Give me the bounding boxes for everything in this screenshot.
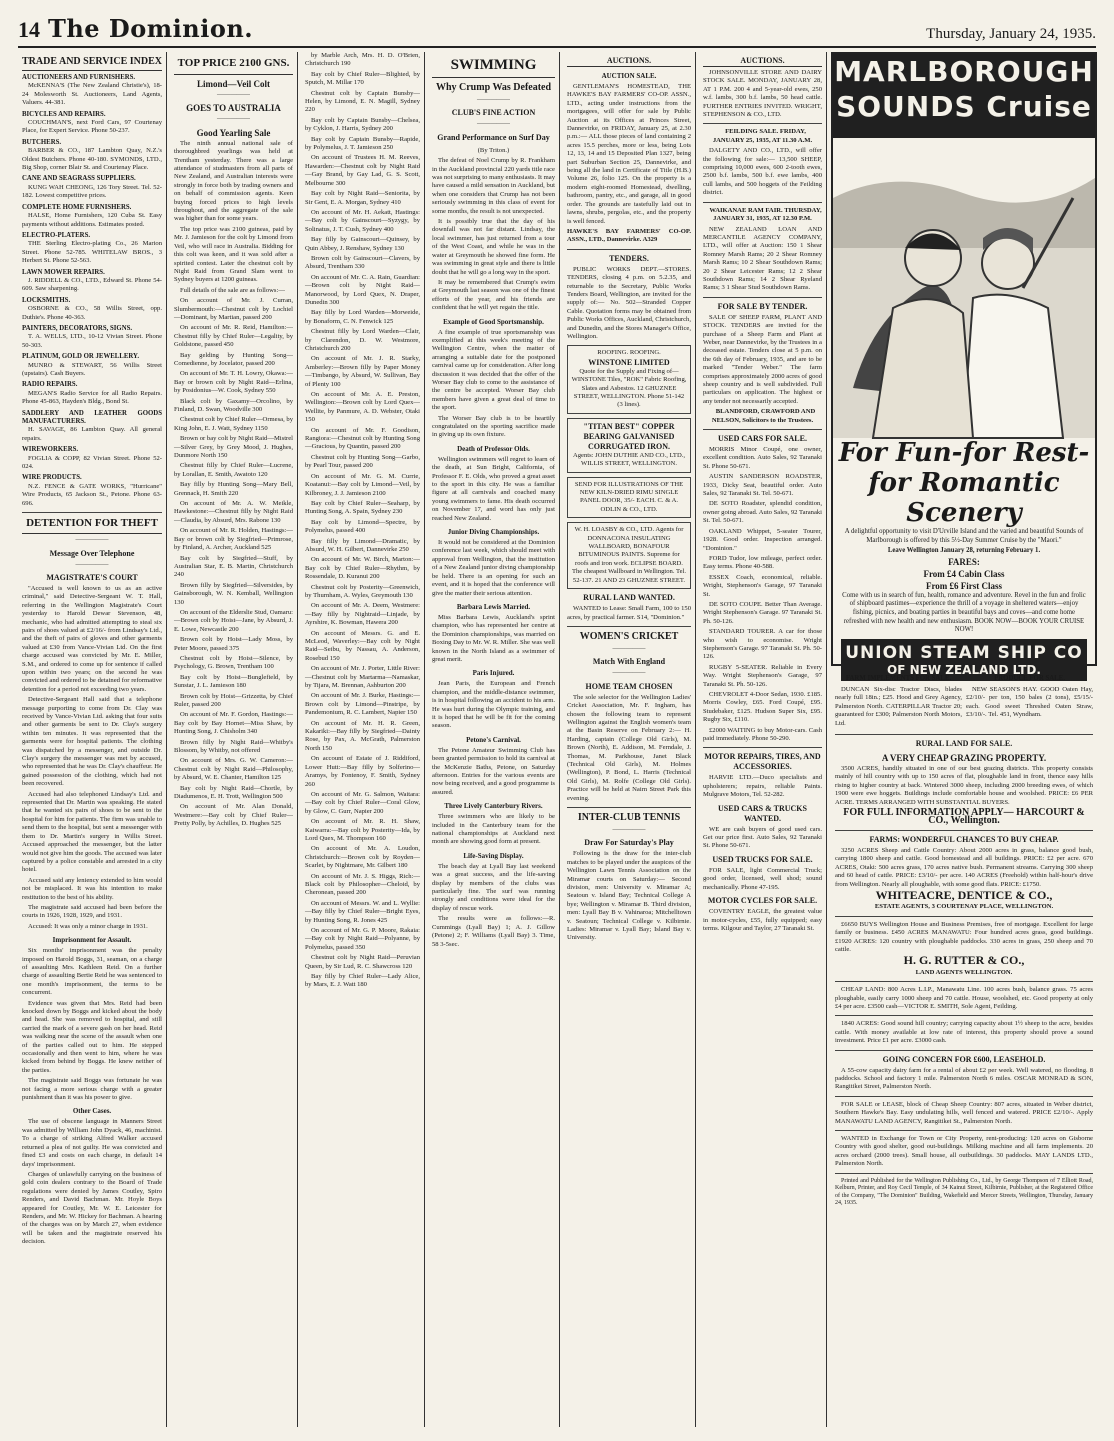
column-rural-land bbox=[831, 670, 1097, 1427]
story-subtitle: Message Over Telephone bbox=[49, 548, 135, 558]
sale-lot: On account of Mr. A. E. Preston, Wellington:—Brown colt by Lord Quex—Wellite, by Panmure, A. D. Webster, Otaki 150 bbox=[305, 391, 420, 424]
column-classifieds bbox=[699, 52, 827, 1427]
printer-imprint: Printed and Published for the Wellington Publishing Co., Ltd., by George Thompson of 7 Elliott Road, Kelburn, Printer, and Roy Cecil Temple, of 34 Kainui Street, Kilbirnie, Publisher, at the Registered Office of the Company, "The Dominion" Building, Wakefield and Mercer Streets, Wellington, Thursday, January 24, 1935. bbox=[835, 1177, 1093, 1207]
cheap-property-heading: A VERY CHEAP GRAZING PROPERTY. bbox=[881, 753, 1047, 764]
trade-category-entry: COUCHMAN'S, next Ford Cars, 97 Courtenay Place, for Expert Service. Phone 50-237. bbox=[22, 119, 162, 135]
masthead bbox=[18, 8, 1096, 48]
rural-wanted-text: WANTED to Lease: Small Farm, 100 to 150 acres, by practical farmer. S14, "Dominion." bbox=[567, 605, 691, 621]
odlin-ad bbox=[567, 477, 691, 519]
motor-repairs-text: HARVIE LTD.—Duco specialists and upholsterers; repairs, reliable Paints. Mulgrave Motors, Tel. 52-282. bbox=[703, 774, 822, 799]
cruise-closing: Come with us in search of fun, health, romance and adventure. Revel in the fun and frolic of shipboard pastimes—experience the thrill of a voyage in sheltered waters—enjoy fishing, picnics, and boating parties in beautiful bays and coves—and come home refreshed with new health and new enthusiasm. BOOK NOW—BOOK YOUR CRUISE NOW! bbox=[842, 591, 1086, 634]
swimming-paragraph: It is possibly true that the day of his downfall was not far distant. Lindsay, the local swimmer, has just returned from a tour of the West Coast, and while he was in the water at Greymouth he showed fine form. He was swimming in great style and there is little doubt that he will go a long way in the sport. bbox=[432, 218, 555, 276]
sale-lot: Chestnut filly by Chief Ruler—Lucrene, by Lorallan, E. Smith, Awatoto 120 bbox=[174, 462, 293, 478]
swimming-paragraph: The defeat of Noel Crump by R. Frankham in the Auckland provincial 220 yards title race was not surprising to many enthusiasts. It may have caused a mild sensation in Auckland, but when one considers that Crump has not been seriously swimming in this class of event for some months, the result is not unexpected. bbox=[432, 157, 555, 215]
trade-category-entry: H. SAVAGE, 86 Lambton Quay. All general repairs. bbox=[22, 426, 162, 442]
trade-category-entry: J. RIDDELL & CO., LTD., Edward St. Phone 54-609. Saw sharpening. bbox=[22, 276, 162, 293]
auction-sale-text: GENTLEMAN'S HOMESTEAD, THE HAWKE'S BAY FARMERS' CO-OP. ASSN., LTD., acting under instructions from the mortgagees, will offer for sale by Public Auction at its Offices at Princes Street, Dannevirke, on FRIDAY, January 25, at 2.30 p.m.:— ALL those pieces of land containing 2 acres 15.5 perches, more or less, being Lots 12, 13, 14 and 15 Deposited Plan 1327, being part Suburban Section 25, Dannevirke, and being all the land in Certificate of Title (H.B.) Volume 26, folio 125. On the property is a modern eight-roomed Homestead, dwelling, bathroom, pantry, etc., and garage, all in good order. The grounds are tastefully laid out in lawns, shrubs, pergolas, etc., and the property is well fenced. bbox=[567, 83, 691, 225]
story-body bbox=[22, 585, 162, 931]
sale-lot: Brown colt by Gainscourt—Clavers, by Absurd, Trentham 330 bbox=[305, 254, 420, 271]
sale-lot: On account of Mr. A. W. Meikle, Hawkestone:—Chestnut filly by Night Raid—Claudia, by Absurd, Mrs. Rabone 130 bbox=[174, 500, 293, 524]
sale-lot: On account of Mr. A. Deem, Westmere:—Bay filly by Nightraid—Linjade, by Ayrshire, K. Bowman, Hawera 200 bbox=[305, 602, 420, 627]
swimming-paragraph: Jean Paris, the European and French champion, and the middle-distance swimmer, is in hospital following an accident to his arm. He was hurt during the Olympic training, and it is hoped that he will be fit for the coming season. bbox=[432, 680, 555, 730]
cars-wanted-text: WE are cash buyers of good used cars. Get our price first. Auto Sales, 92 Taranaki St. Phone 50-671. bbox=[703, 825, 822, 850]
tender-sale-contact: BLANDFORD, CRAWFORD AND NELSON, Solicitors to the Trustees. bbox=[711, 408, 816, 424]
sale-lot: On account of Mr. H. R. Green, Kakariki:—Bay filly by Siegfried—Dainty Rose, by Pax, A. McGrath, Palmerston North 150 bbox=[305, 719, 420, 752]
story-paragraph: "Accused is well known to us as an active criminal," said Detective-Sergeant W. T. Hall, referring in the Wellington Magistrate's Court yesterday to Harold Dewar Stevenson, 48, mechanic, who had admitted attempting to steal six pairs of shoes valued at £2/16/- from Lindsay's Ltd., and the theft of pairs of gloves and other garments valued at £30 from Vance-Vivian Ltd. On the first charge accused was convicted by Mr. E. Miller, S.M., and ordered to come up for sentence if called upon within two years; on the second he was convicted and ordered to be detained for reformative detention for a period not exceeding two years. bbox=[22, 584, 162, 693]
motor-cycles-heading: MOTOR CYCLES FOR SALE. bbox=[707, 896, 818, 906]
column-swimming: SWIMMING Why Crump Was Defeated ————— CLUB'S FINE ACTION ————— Grand Performance on Surf Day (By Triton.) The defeat of Noel Crump by R. Frankham in the Auckland provincial 220 yards title race was not surprising to many enthusiasts. It may have caused a mild sensation in Auckland, but when one considers that Crump has not been seriously swimming in this class of event for some months, the result is not unexpected. It is possibly true that the day of his downfall was not far distant. Lindsay, the local swimmer, has just returned from a tour of the West Coast, and while he was in the water at Greymouth he showed fine form. He was swimming in great style and there is little doubt that he will go a long way in the sport. It may be remembered that Crump's swim at Greymouth last season was one of the finest efforts of the year, and his friends are confident that he will yet regain the title. Example of Good Sportsmanship. A fine example of true sportsmanship was exemplified at this week's meeting of the Wellington Centre, when the matter of arranging a suitable date for the postponed carnival came up for consideration. After long discussion it was decided that the offer of the Worser Bay club to come to the assistance of the centre be accepted. Worser Bay club members have given a great deal of time to the sport. The Worser Bay club is to be heartily congratulated on the sporting sacrifice made in giving up its own fixture. Death of Professor Olds. Wellington swimmers will regret to learn of the death, at Sun Bright, California, of Professor F. E. Olds, who proved a great asset to the sport in this city. He was a familiar figure at all carnivals and coached many young swimmers to fame. His death occurred on November 17, and word has only just reached New Zealand. Junior Diving Championships. It would not be considered at the Dominion conference last week, which should meet with approval from Wellington, that the institution of a New Zealand junior diving championship be held. There is an opening for such an event, and it is hoped that the conference will give the matter their serious attention. Barbara Lewis Married. Miss Barbara Lewis, Auckland's sprint champion, who has represented her centre at the Dominion championships, was married on Boxing Day to Mr. W. R. Miller. She was well known in the North Island as a swimmer of great merit. Paris Injured. Jean Paris, the European and French champion, and the middle-distance swimmer, is in hospital following an accident to his arm. He was hurt during the Olympic training, and it is hoped that he will be fit for the coming season. Petone's Carnival. The Petone Amateur Swimming Club has been granted permission to hold its carnival at the McKenzie Baths, Petone, on Saturday afternoon. Entries for the various events are now being received, and a good programme is assured. Three Lively Canterbury Rivers. Three swimmers who are likely to be included in the Canterbury team for the national championships at Auckland next month are showing good form at present. Life-Saving Display. The beach day at Lyall Bay last weekend was a great success, and the life-saving display by members of the clubs was particularly fine. The surf was running strongly and conditions were ideal for the display of rescue work. The results were as follows:—R. Cummings (Lyall Bay) 1; A. J. Gillow (Petone) 2; F. Williams (Lyall Bay) 3. Time, 58 3-5sec. bbox=[428, 52, 560, 1427]
cruise-fare-first: From £6 First Class bbox=[925, 580, 1003, 591]
cheap-land: CHEAP LAND: 800 Acres L.I.P., Manawatu Line. 100 acres bush, balance grass. 75 acres ploughable, easily carry 1000 sheep and 70 cattle. House, woolshed, etc. Good property at only £4 per acre. £3500 cash—VICTOR E. SMITH, Sole Agent, Feilding. bbox=[835, 986, 1093, 1010]
sale-lot: Chestnut colt by Captain Bunsby—Helen, by Limond, E. N. Magill, Sydney 220 bbox=[305, 89, 420, 114]
swimming-paragraph: Three swimmers who are likely to be included in the Canterbury team for the national championships at Auckland next month are showing good form at present. bbox=[432, 813, 555, 846]
trade-index-title: TRADE AND SERVICE INDEX bbox=[22, 56, 162, 71]
trucks-sale-heading: USED TRUCKS FOR SALE. bbox=[712, 854, 813, 864]
sale-lot: On account of Mr. H. Aekatt, Hastings:—Bay colt by Gainscourt—Syzygy, by Solinatus, J. T. Cush, Sydney 400 bbox=[305, 208, 420, 233]
sale-lot: On account of Mr. J. Porter, Little River:—Chestnut colt by Martarma—Namaskar, by Tijara, M. Brennan, Ashburton 200 bbox=[305, 665, 420, 690]
page-number: 14 bbox=[18, 17, 40, 42]
produce-text: NEW SEASON'S HAY. GOOD Oaten Hay, £2/10/- per ton, 150 bales (2 tons), £5/15/- each. Good sweet Threshed Oaten Straw, £3/10/-. Tel. 451, Wyndham. bbox=[966, 686, 1093, 719]
story-paragraph: Accused had also telephoned Lindsay's Ltd. and represented that Dr. Martin was speaking. He stated that he wanted six pairs of shoes to be sent to the hospital for him for patients. The firm was unable to send them to the hospital, but sent a messenger with them to Dr. Martin's surgery in Willis Street. Accused approached the messenger, but the latter would not give him the goods. The accused was later captured by a police constable and arrested in a city hotel. bbox=[22, 790, 162, 874]
trade-index-list bbox=[22, 74, 162, 508]
sale-lot: Bay filly by Hunting Song—Mary Bell, Grennack, H. Smith 220 bbox=[174, 481, 293, 497]
hill-country: 1840 ACRES: Good sound hill country; carrying capacity about 1½ sheep to the acre, besides cattle. With money available at low rate of interest, this property should prove a sound investment. Price £1 per acre. £3000 cash. bbox=[835, 1020, 1093, 1045]
story-paragraph: Charges of unlawfully carrying on the business of gold coin dealers contrary to the Board of Trade regulations were denied by James Coutley, Spiro Renders, and David Bachman. Mr. Hoyle Boys appeared for Coutley, Mr. W. E. Leicester for Renders, and Mr. W. Hickey for Bachman. A hearing of the charges was on by March 27, when evidence will be taken and the magistrate reserved his decision. bbox=[22, 1170, 162, 1246]
cruise-details bbox=[833, 528, 1095, 635]
sale-lot: On account of Mr. R. Reid, Hamilton:—Chestnut filly by Chief Ruler—Legality, by Goldstone, passed 450 bbox=[174, 324, 293, 349]
swimming-paragraph: It may be remembered that Crump's swim at Greymouth last season was one of the finest efforts of the year, and his friends are confident that he will yet regain the title. bbox=[432, 278, 555, 312]
tennis-sub: Draw For Saturday's Play bbox=[584, 838, 674, 848]
couple-illustration bbox=[833, 138, 1095, 438]
sale-lot: On account of Mr. J. R. Starky, Amberley:—Brown filly by Paper Money—Timbango, by Absurd, W. Sullivan, Bay of Plenty 100 bbox=[305, 355, 420, 388]
used-car-listing: £2000 WAITING to buy Motor-cars. Cash paid immediately. Phone 50-290. bbox=[703, 726, 822, 743]
column-yearling-sale: TOP PRICE 2100 GNS. Limond—Veil Colt ————— GOES TO AUSTRALIA ————— Good Yearling Sale The ninth annual national sale of thoroughbred yearlings was held at Trentham yesterday. There was a large attendance of studmasters from all parts of New Zealand, and Australian interests were strongly in force both by trading owners and on behalf of commission agents. Keen buying forced prices to high levels throughout, and the aggregate of the sale was higher than for some years. The top price was 2100 guineas, paid by Mr. J. Jamieson for the colt by Limond from Veil, who will race in Australia. Bidding for this colt was keen, and it was sold after a spirited contest. Later the chestnut colt by Night Raid from Grand Slam went to Sydney buyers at 1200 guineas. Full details of the sale are as follows:— On account of Mr. J. Curran, Slumbermouth:—Chestnut colt by Lochiel—Dominant, by Martian, passed 200 On account of Mr. R. Reid, Hamilton:—Chestnut filly by Chief Ruler—Legality, by Goldstone, passed 450 Bay gelding by Hunting Song—Comedienne, by Jocelator, passed 200 On account of Mr. T. H. Lowry, Okawa:—Bay or brown colt by Night Raid—Erlina, by Posidonius—W. Cook, Sydney 550 Black colt by Gaxamy—Orcolino, by Finland, D. Swan, Woodville 300 Chestnut colt by Chief Ruler—Ormesa, by King John, E. J. Watt, Sydney 1150 Brown or bay colt by Night Raid—Mistrel—Silver Grey, by Grey Mood, J. Hughes, Dunmore North 150 Chestnut filly by Chief Ruler—Lucrene, by Lorallan, E. Smith, Awatoto 120 Bay filly by Hunting Song—Mary Bell, Grennack, H. Smith 220 On account of Mr. A. W. Meikle, Hawkestone:—Chestnut filly by Night Raid—Claudia, by Absurd, Mrs. Rabone 130 On account of Mr. R. Holden, Hastings:—Bay or brown colt by Siegfried—Primrose, by Finland, A. Archer, Auckland 525 Bay colt by Siegfried—Stuff, by Australian Star, E. B. Martin, Christchurch 240 Brown filly by Siegfried—Silversides, by Gainsborough, W. N. Kemball, Wellington 130 On account of the Elderslie Stud, Oamaru:—Brown colt by Hoist—Jane, by Absurd, J. E. Lowe, Newcastle 200 Brown colt by Hoist—Lady Moss, by Peter Moore, passed 375 Chestnut colt by Hoist—Silence, by Psychology, G. Brown, Trentham 100 Bay colt by Hoist—Bunglefield, by Sunstar, J. L. Jamieson 180 Brown colt by Hoist—Grizzetta, by Chief Ruler, passed 200 On account of Mr. F. Gordon, Hastings:—Bay colt by Bay Hornet—Miss Shaw, by Hunting Song, J. Chisholm 340 Brown filly by Night Raid—Whitby's Blossom, by Whitby, not offered On account of Mrs. G. W. Cameron:—Chestnut colt by Night Raid—Philosophy, by Absurd, W. E. Chanter, Hamilton 125 Bay colt by Night Raid—Chortle, by Diadumenos, E. H. Trott, Wellington 500 On account of Mr. Alan Donald, Westmere:—Bay colt by Chief Ruler—Pretty Polly, by Achilles, D. Hughes 525 bbox=[170, 52, 298, 1427]
sale-lot: Brown filly by Siegfried—Silversides, by Gainsborough, W. N. Kemball, Wellington 130 bbox=[174, 581, 293, 606]
union-name: UNION STEAM SHIP CO bbox=[845, 642, 1083, 663]
whiteacre-sub: ESTATE AGENTS, 3 COURTENAY PLACE, WELLINGTON. bbox=[874, 903, 1054, 911]
swimming-subheading: Life-Saving Display. bbox=[463, 851, 524, 860]
sale-lot: On account of Mr. T. H. Lowry, Okawa:—Bay or brown colt by Night Raid—Erlina, by Posidonius—W. Cook, Sydney 550 bbox=[174, 370, 293, 395]
sale-lot: Bay colt by Captain Bunsby—Chelsea, by Cyklon, J. Harris, Sydney 200 bbox=[305, 116, 420, 133]
implements-text: DUNCAN Six-disc Tractor Discs, blades nearly full 18in.; £25. Hood and Grey Agency, Palmerston North. CATERPILLAR Tractor 20; guaranteed for £300; Palmerston North Motors, Ltd. bbox=[835, 686, 962, 727]
sale-lot: On account of Mr. W. Birch, Marton:—Bay colt by Chief Ruler—Rhythm, by Rossendale, D. Kuranui 200 bbox=[305, 556, 420, 581]
used-car-listing: CHEVROLET 4-Door Sedan, 1930. £185. Morris Cowley, £65. Ford Coupé, £95. Studebaker, £125. Hudson Super Six, £95. Rugby Six, £110. bbox=[703, 691, 822, 724]
story-paragraph: Accused: It was only a minor charge in 1931. bbox=[28, 922, 148, 930]
story-subhead-other: Other Cases. bbox=[72, 1107, 112, 1116]
story-paragraph: The use of obscene language in Manners Street was admitted by William John Dyack, 46, machinist. To a charge of striking Alfred Walker accused returned a plea of not guilty. He was convicted and fined £3 and costs on each charge, in default 14 days' imprisonment. bbox=[22, 1118, 162, 1168]
trade-category-heading: LAWN MOWER REPAIRS. bbox=[22, 268, 105, 276]
winstone-roofing: ROOFING. ROOFING. bbox=[597, 349, 661, 357]
sale-title: TOP PRICE 2100 GNS. bbox=[174, 56, 293, 75]
swimming-subheading: Death of Professor Olds. bbox=[457, 444, 530, 453]
nzloan-sale: NEW ZEALAND LOAN AND MERCANTILE AGENCY COMPANY, LTD., will offer at Auction: 150 1 Shear Romney Marsh Rams; 20 2 Shear Romney Marsh Rams; 10 2 Shear Southdown Rams; 20 2 Shear Leicester Rams; 12 2 Shear Southdown Rams; 14 2 Shear Ryeland Rams; 3 1 Shear Stud Southdown Rams. bbox=[703, 225, 822, 292]
implements-produce-row bbox=[835, 670, 1093, 730]
swimming-subheading: Three Lively Canterbury Rivers. bbox=[444, 802, 543, 811]
story-body-assault bbox=[22, 947, 162, 1102]
trade-category-heading: CANE AND SEAGRASS SUPPLIERS. bbox=[22, 175, 136, 183]
column-auctions: AUCTIONS. AUCTION SALE. GENTLEMAN'S HOMESTEAD, THE HAWKE'S BAY FARMERS' CO-OP. ASSN., LTD., acting under instructions from the mortgagees, will offer for sale by Public Auction at its Offices at Princes Street, Dannevirke, on FRIDAY, January 25, at 2.30 p.m.:— ALL those pieces of land containing 2 acres 15.5 perches, more or less, being Lots 12, 13, 14 and 15 Deposited Plan 1327, being part Suburban Section 25, Dannevirke, and being all the land in Certificate of Title (H.B.) Volume 26, folio 125. On the property is a modern eight-roomed Homestead, dwelling, bathroom, pantry, etc., and garage, all in good order. The grounds are tastefully laid out in lawns, shrubs, pergolas, etc., and the property is well fenced. HAWKE'S BAY FARMERS' CO-OP. ASSN., LTD., Dannevirke. A329 TENDERS. PUBLIC WORKS DEPT.—STORES. TENDERS, closing 4 p.m. on 5.2.35, and returnable to the Secretary, Public Works Tenders Board, Wellington, are invited for the supply of:— No. 502—Stranded Copper Cable. Quotation forms may be obtained from Public Works Offices, Auckland, Christchurch, and Dunedin, and the Stores Manager's Office, Wellington. ROOFING. ROOFING. WINSTONE LIMITED Quote for the Supply and Fixing of—WINSTONE Tiles, "ROK" Fabric Roofing, Slates and Asbestos. 12 GHUZNEE STREET, WELLINGTON. Phone 51-142 (3 lines). "TITAN BEST" COPPER BEARING GALVANISED CORRUGATED IRON. Agents: JOHN DUTHIE AND CO., LTD., WILLIS STREET, WELLINGTON. SEND FOR ILLUSTRATIONS OF THE NEW KILN-DRIED RIMU SINGLE PANEL DOOR, 35/- EACH. C. & A. ODLIN & CO., LTD. W. H. LOASBY & CO., LTD. Agents for DONNACONA INSULATING WALLBOARD, BONAFOUR BITUMINOUS PAINTS. Supreme for roofs and iron work. ECLIPSE BOARD. The cheapest Wallboard in Wellington. Tel. 52-137. 21 AND 23 GHUZNEE STREET. RURAL LAND WANTED. WANTED to Lease: Small Farm, 100 to 150 acres, by practical farmer. S14, "Dominion." WOMEN'S CRICKET ————— Match With England ————— HOME TEAM CHOSEN The sole selector for the Wellington Ladies' Cricket Association, Mr. F. Ingham, has chosen the following team to represent Wellington against the English women's team at the Basin Reserve on February 2:— H. Harding, captain (College Old Girls), M. Brown (North), E. Addison, M. Ferndale, J. Thomas, M. Parkhouse, Janet Black (Technical Old Girls), M. Holmes (Wellington), P. Bond, L. Harris (Technical Old Girls), M. Rolfe (College Old Girls). Practice will be held at Nairn Street Park this evening. INTER-CLUB TENNIS ————— Draw For Saturday's Play Following is the draw for the inter-club matches to be played under the auspices of the Wellington Lawn Tennis Association on the Miramar courts on Saturday:— Second division, men: University v. Miramar A; Seatoun v. Island Bay; Technical College A bye; Wellington v. Miramar B. Third division, men: Lyall Bay B v. Vahinaroa; Mitchelltown v. Seatoun; Technical College v. Kilbirnie. Ladies: Miramar v. Lyall Bay; Island Bay v. University. bbox=[563, 52, 696, 1427]
waikanae-fair: WAIKANAE RAM FAIR. THURSDAY, JANUARY 31, 1935, AT 12.30 P.M. bbox=[709, 206, 822, 223]
column-sale-lots bbox=[301, 52, 425, 1427]
issue-date: Thursday, January 24, 1935. bbox=[926, 26, 1096, 42]
swimming-paragraph: A fine example of true sportsmanship was exemplified at this week's meeting of the Wellington Centre, when the matter of arranging a suitable date for the postponed carnival came up for consideration. After long discussion it was decided that the offer of the Worser Bay club to come to the assistance of the centre be accepted. Worser Bay club members have given a great deal of time to the sport. bbox=[432, 328, 555, 412]
sale-lot: Chestnut colt by Hoist—Silence, by Psychology, G. Brown, Trentham 100 bbox=[174, 654, 293, 671]
swimming-title: SWIMMING bbox=[432, 56, 555, 78]
story-subhead-assault: Imprisonment for Assault. bbox=[52, 936, 132, 945]
sale-lot: Brown colt by Hoist—Grizzetta, by Chief Ruler, passed 200 bbox=[174, 692, 293, 708]
exchange-wanted: WANTED in Exchange for Town or City Property, rent-producing: 120 acres on Gisborne Country with good shelter, good out-buildings. Milking machine and all farm implements. 20 acres orchard (2000 trees). Small house, all outbuildings. 30 paddocks. MAY LANDS LTD., Palmerston North. bbox=[835, 1135, 1093, 1168]
farm-implements bbox=[835, 670, 962, 730]
swimming-subhead: CLUB'S FINE ACTION bbox=[451, 108, 536, 118]
used-car-listing: AUSTIN SANDERSON ROADSTER, 1933, Dicky Seat, beautiful order. Auto Sales, 92 Taranaki St. Tel. 50-671. bbox=[703, 473, 822, 498]
sale-paragraph: The top price was 2100 guineas, paid by Mr. J. Jamieson for the colt by Limond from Veil, who will race in Australia. Bidding for this colt was keen, and it was sold after a spirited contest. Later the chestnut colt by Night Raid from Grand Slam went to Sydney buyers at 1200 guineas. bbox=[174, 225, 293, 284]
sale-lot: by Marble Arch, Mrs. H. D. O'Brien, Christchurch 190 bbox=[305, 52, 420, 68]
swimming-paragraph: It would not be considered at the Dominion conference last week, which should meet with approval from Wellington, that the institution of a New Zealand junior diving championship be held. There is an opening for such an event, and it is hoped that the conference will give the matter their serious attention. bbox=[432, 539, 555, 597]
swimming-paragraph: Wellington swimmers will regret to learn of the death, at Sun Bright, California, of Professor F. E. Olds, who proved a great asset to the sport in this city. He was a familiar figure at all carnivals and coached many young swimmers to fame. His death occurred on November 17, and word has only just reached New Zealand. bbox=[432, 455, 555, 522]
cruise-tagline-1: For Fun-for Rest- bbox=[838, 438, 1090, 468]
swimming-subheading: Barbara Lewis Married. bbox=[456, 602, 531, 611]
sale-lot: On account of Mr. J. Burke, Hastings:—Brown colt by Limond—Pinstripe, by Pandemonium, R. C. Lambert, Napier 150 bbox=[305, 692, 420, 717]
cruise-title-2: SOUNDS Cruise bbox=[836, 90, 1092, 123]
sale-lot: Bay filly by Lord Warden—Morweide, by Bonaform, C. N. Fenwick 125 bbox=[305, 309, 420, 325]
cheap-property-text: 3500 ACRES, handily situated in one of our best grazing districts. This property consists mainly of hill country with up to 150 acres of flat, ploughable land in front, thence easy hills rising to higher country at back. Wintered 3000 sheep, including 2000 breeding ewes, of which 1900 were ewe hoggets. Buildings include comfortable house and woolshed. PRICE: £6 PER ACRE. TERMS ARRANGED WITH SUBSTANTIAL BUYERS. bbox=[835, 765, 1093, 806]
sale-lot: On account of Trustees H. M. Reeves, Hawarden:—Chestnut colt by Night Raid—Gay Brand, by Gay Lad, G. S. Scott, Melbourne 300 bbox=[305, 154, 420, 187]
trade-category-heading: BICYCLES AND REPAIRS. bbox=[22, 110, 106, 118]
auction-sale-title: AUCTION SALE. bbox=[601, 72, 657, 80]
story-paragraph: Accused said any leniency extended to him would not be misplaced. It was his intention to make restitution to the best of his ability. bbox=[22, 876, 162, 901]
marlborough-cruise-ad bbox=[831, 52, 1097, 677]
masthead-left bbox=[18, 14, 253, 43]
dalgety-sale: DALGETY AND CO., LTD., will offer the following for sale:— 13,500 SHEEP, comprising 10,000 ewes, 600 2-tooth ewes, 2500 b.f. lambs, 500 b.f. ewe lambs, 400 cull lambs, and 500 hoggets of the Feilding district. bbox=[703, 147, 822, 197]
trade-category-entry: MUNRO & STEWART, 56 Willis Street (upstairs). Cash Buyers. bbox=[22, 361, 162, 377]
sale-lot: On account of the Elderslie Stud, Oamaru:—Brown colt by Hoist—Jane, by Absurd, J. E. Lowe, Newcastle 200 bbox=[174, 608, 293, 633]
sale-lot: Brown or bay colt by Night Raid—Mistrel—Silver Grey, by Grey Mood, J. Hughes, Dunmore North 150 bbox=[174, 435, 293, 460]
trade-category-entry: THE Sterling Electro-plating Co., 26 Marion Street. Phone 52-785. WHITELAW BROS., 3 Herbert St. Phone 52-563. bbox=[22, 240, 162, 265]
sale-lot: On account of Mr. R. Holden, Hastings:—Bay or brown colt by Siegfried—Primrose, by Finland, A. Archer, Auckland 525 bbox=[174, 527, 293, 552]
sale-lot: Bay filly by Gainscourt—Quinsey, by Quin Abbey, J. Renshaw, Sydney 130 bbox=[305, 236, 420, 252]
sale-lot: On account of Estate of J. Riddiford, Lower Hutt:—Bay filly by Solferino—Aramys, by Fontenoy, F. Smith, Sydney 260 bbox=[305, 755, 420, 788]
produce-for-sale bbox=[966, 670, 1093, 730]
used-car-listing: DE SOTO COUPE. Better Than Average. Wright Stephenson's Garage. 97 Taranaki St. Ph. 50-126. bbox=[703, 600, 822, 625]
sale-lot: Bay colt by Night Raid—Seniorita, by Sir Gent, E. A. Morgan, Sydney 410 bbox=[305, 190, 420, 206]
used-car-listing: DE SOTO Roadster, splendid condition, owner going abroad. Auto Sales, 92 Taranaki St. Tel. 50-671. bbox=[703, 500, 822, 525]
trade-category-heading: ELECTRO-PLATERS. bbox=[22, 231, 91, 239]
rural-wanted-heading: RURAL LAND WANTED. bbox=[583, 593, 675, 603]
sale-lot: Bay colt by Limond—Spectre, by Polymelus, passed 400 bbox=[305, 518, 420, 535]
sale-lot: On account of Mr. G. Salmon, Waitara:—Bay colt by Chief Ruler—Coral Glow, by Glow, C. Gurr, Napier 200 bbox=[305, 790, 420, 815]
trade-category-heading: SADDLERY AND LEATHER GOODS MANUFACTURERS. bbox=[22, 409, 162, 426]
trade-category-heading: LOCKSMITHS. bbox=[22, 296, 71, 304]
tennis-text: Following is the draw for the inter-club matches to be played under the auspices of the Wellington Lawn Tennis Association on the Miramar courts on Saturday:— Second division, men: University v. Miramar A; Seatoun v. Island Bay; Technical College A bye; Wellington v. Miramar B. Third division, men: Lyall Bay B v. Vahinaroa; Mitchelltown v. Seatoun; Technical College v. Kilbirnie. Ladies: Miramar v. Lyall Bay; Island Bay v. University. bbox=[567, 850, 691, 942]
produce-heading: PRODUCE FOR SALE. bbox=[994, 675, 1065, 682]
trade-category-entry: MEGAN'S Radio Service for all Radio Repairs. Phone 45-863, Hayden's Bldg., Bond St. bbox=[22, 389, 162, 406]
sale-lot: Bay colt by Hoist—Bunglefield, by Sunstar, J. L. Jamieson 180 bbox=[174, 673, 293, 690]
paper-name: The Dominion. bbox=[48, 14, 254, 43]
trade-category-heading: RADIO REPAIRS. bbox=[22, 381, 78, 389]
used-car-listing: RUGBY 5-SEATER. Reliable in Every Way. Wright Stephenson's Garage, 97 Taranaki St. Ph. 50-126. bbox=[703, 663, 822, 688]
sale-lot: Bay filly by Chief Ruler—Lady Alice, by Mars, E. J. Watt 180 bbox=[305, 973, 420, 989]
feilding-sale: FEILDING SALE. FRIDAY, JANUARY 25, 1935, AT 11.30 A.M. bbox=[712, 128, 813, 144]
used-car-listing: FORD Tudor, low mileage, perfect order. Easy terms. Phone 40-588. bbox=[703, 554, 822, 571]
sale-sub-good: Good Yearling Sale bbox=[196, 127, 271, 138]
sale-lot: On account of Mr. G. M. Currie, Koatanui:—Bay colt by Limond—Veil, by Kilbroney, J. J. Jamieson 2100 bbox=[305, 472, 420, 497]
trucks-sale-text: FOR SALE, light Commercial Truck; good order, licensed, well shod; sound mechanically. Phone 47-195. bbox=[703, 866, 822, 891]
sale-lot: On account of Mr. R. H. Shaw, Kaiwarra:—Bay colt by Posterity—Ida, by Lord Quex, M. Thompson 160 bbox=[305, 818, 420, 842]
tender-sale-heading: FOR SALE BY TENDER. bbox=[717, 301, 808, 311]
trade-category-entry: HALSE, Home Furnishers, 120 Cuba St. Easy payments without additions. Estimates posted. bbox=[22, 212, 162, 228]
auction-sale-contact: HAWKE'S BAY FARMERS' CO-OP. ASSN., LTD., Dannevirke. A329 bbox=[567, 227, 691, 244]
cruise-fares-heading: FARES: bbox=[948, 556, 980, 567]
swimming-subheading: Paris Injured. bbox=[472, 669, 515, 678]
trade-category-entry: OSBORNE & CO., 58 Willis Street, opp. Duthie's. Phone 40-363. bbox=[22, 305, 162, 321]
used-car-listing: STANDARD TOURER. A car for those who wish to economise. Wright Stephenson's Garage. 97 Taranaki St. Ph. 50-126. bbox=[703, 628, 822, 661]
cruise-banner bbox=[833, 54, 1095, 138]
farms-text: 3250 ACRES Sheep and Cattle Country: About 2000 acres in grass, balance good bush, carrying 1800 sheep and cattle. Good homestead and all buildings. PRICE: £2 per acre. 670 ACRES, Otaki: 500 acres grass, 170 acres native bush. Permanent streams. Carrying 300 sheep and 60 head of cattle. PRICE: £3/10/- per acre. 140 ACRES (Freehold) within half-hour's drive from Wellington. Nearly all ploughable, with some good flats. PRICE: £1750. bbox=[835, 846, 1093, 888]
sale-lot: Black colt by Gaxamy—Orcolino, by Finland, D. Swan, Woodville 300 bbox=[174, 397, 293, 413]
used-cars-list bbox=[703, 446, 822, 743]
cricket-text: The sole selector for the Wellington Ladies' Cricket Association, Mr. F. Ingham, has chosen the following team to represent Wellington against the English women's team at the Basin Reserve on February 2:— H. Harding, captain (College Old Girls), M. Brown (North), E. Addison, M. Ferndale, J. Thomas, M. Parkhouse, Janet Black (Technical Old Girls), M. Holmes (Wellington), P. Bond, L. Harris (Technical Old Girls), M. Rolfe (College Old Girls). Practice will be held at Nairn Street Park this evening. bbox=[567, 693, 691, 802]
sale-lot: Bay colt by Siegfried—Stuff, by Australian Star, E. B. Martin, Christchurch 240 bbox=[174, 554, 293, 579]
implements-heading: FARM IMPLEMENTS FOR SALE. bbox=[845, 675, 952, 682]
leasehold-heading: GOING CONCERN FOR £600, LEASEHOLD. bbox=[882, 1054, 1046, 1064]
cars-wanted-heading: USED CARS & TRUCKS WANTED. bbox=[718, 803, 807, 823]
harcourt-agent: FOR FULL INFORMATION APPLY— HARCOURT & CO., Wellington. bbox=[843, 807, 1085, 827]
swimming-subheading: Example of Good Sportsmanship. bbox=[443, 317, 544, 326]
sale-lots-list bbox=[174, 297, 293, 829]
swimming-paragraph: The results were as follows:—R. Cummings (Lyall Bay) 1; A. J. Gillow (Petone) 2; F. Williams (Lyall Bay) 3. Time, 58 3-5sec. bbox=[432, 915, 555, 948]
whiteacre-agent: WHITEACRE, DENTICE & CO., bbox=[875, 887, 1053, 902]
cricket-title: WOMEN'S CRICKET bbox=[579, 630, 679, 642]
story-paragraph: Detective-Sergeant Hall said that a telephone message purporting to come from Dr. Clay was received by Vance-Vivian Ltd. asking that four suits and other garments be sent to Dr. Clay's surgery within ten minutes. It was represented that the garments were for hospital patients. The clothing was dispatched by a messenger, and outside Dr. Clay's surgery the messenger was met by accused, who represented that he was Dr. Clay's chauffeur. He gained possession of the clothing, which had not been recovered. bbox=[22, 696, 162, 788]
trade-category-entry: KUNG WAH CHEONG, 126 Tory Street. Tel. 52-182. Lowest competitive prices. bbox=[22, 183, 162, 200]
sale-lot: Chestnut colt by Chief Ruler—Ormesa, by King John, E. J. Watt, Sydney 1150 bbox=[174, 416, 293, 432]
sale-lot: On account of Mr. J. Curran, Slumbermouth:—Chestnut colt by Lochiel—Dominant, by Martian, passed 200 bbox=[174, 297, 293, 321]
sale-lot: On account of Mr. C. A. Rain, Guardian:—Brown colt by Night Raid—Manorwood, by Lord Quex, N. Draper, Dunedin 300 bbox=[305, 273, 420, 306]
sale-sub-australia: GOES TO AUSTRALIA bbox=[186, 103, 281, 114]
used-car-listing: MORRIS Minor Coupé, one owner, excellent condition. Auto Sales, 92 Taranaki St. Phone 50-671. bbox=[703, 446, 822, 470]
motor-cycles-text: COVENTRY EAGLE, the greatest value in motor-cycles, £55, fully equipped; easy terms. Kilgour and Taylor, 27 Taranaki St. bbox=[703, 908, 822, 932]
odlin-text: SEND FOR ILLUSTRATIONS OF THE NEW KILN-DRIED RIMU SINGLE PANEL DOOR, 35/- EACH. C. & A. ODLIN & CO., LTD. bbox=[574, 480, 684, 513]
used-cars-heading: USED CARS FOR SALE. bbox=[718, 434, 807, 444]
rutter-agent: H. G. RUTTER & CO., bbox=[903, 953, 1025, 968]
sale-lot: On account of Mr. Alan Donald, Westmere:—Bay colt by Chief Ruler—Pretty Polly, by Achilles, D. Hughes 525 bbox=[174, 803, 293, 828]
winstone-text: Quote for the Supply and Fixing of—WINSTONE Tiles, "ROK" Fabric Roofing, Slates and Asbestos. 12 GHUZNEE STREET, WELLINGTON. Phone 51-142 (3 lines). bbox=[571, 367, 687, 409]
cruise-description: A delightful opportunity to visit D'Urville Island and the varied and beautiful Sounds of Marlborough is offered by this 5½-Day Summer Cruise by the "Maori." bbox=[844, 528, 1084, 544]
swimming-headline: Why Crump Was Defeated bbox=[435, 82, 552, 93]
sale-paragraph: The ninth annual national sale of thoroughbred yearlings was held at Trentham yesterday. There was a large attendance of studmasters from all parts of New Zealand, and Australian interests were strongly in force both by trading owners and on behalf of commission agents. Keen buying forced prices to high levels throughout, and the aggregate of the sale was higher than for some years. bbox=[174, 139, 293, 223]
swimming-deck: Grand Performance on Surf Day bbox=[437, 132, 550, 142]
sale-lot: On account of Mr. A. Loudon, Christchurch:—Brown colt by Royden—Scarlet, by Nightmare, Mr. Gilbert 180 bbox=[305, 845, 420, 870]
trade-category-entry: N.Z. FENCE & GATE WORKS, "Hurricane" Wire Products, 65 Jackson St., Petone. Phone 63-696. bbox=[22, 482, 162, 507]
trade-category-heading: WIRE PRODUCTS. bbox=[22, 474, 82, 482]
trade-category-heading: AUCTIONEERS AND FURNISHERS. bbox=[22, 74, 136, 81]
sale-body bbox=[174, 140, 293, 295]
trade-category-entry: McKENNA'S (The New Zealand Christie's), 18-24 Molesworth St. Auctioneers, Land Agents, Valuers. 44-381. bbox=[22, 82, 162, 107]
story-paragraph: Six months' imprisonment was the penalty imposed on Harold Boggs, 31, seaman, on a charge of assaulting Mrs. Kathleen Reid. On a further charge of assaulting Bertie Reid he was sentenced to one month's imprisonment, the terms to be concurrent. bbox=[22, 947, 162, 997]
story-title: DETENTION FOR THEFT bbox=[22, 517, 162, 534]
rutter-sub: LAND AGENTS WELLINGTON. bbox=[915, 968, 1013, 976]
used-car-listing: ESSEX Coach, economical, reliable. Wright, Stephenson's Garage, 97 Taranaki St. bbox=[703, 573, 822, 598]
trade-category-heading: BUTCHERS. bbox=[22, 138, 62, 146]
swimming-paragraph: Miss Barbara Lewis, Auckland's sprint champion, who has represented her centre at the Dominion championships, was married on Boxing Day to Mr. W. R. Miller. She was well known in the North Island as a swimmer of great merit. bbox=[432, 613, 555, 663]
rutter-listings: £6650 BUYS Wellington House and Business Premises, free of mortgage. Excellent for large family or business. £450 ACRES MANAWATU: Four hundred acres grass, good buildings. £1920 ACRES: 120 country with ploughable paddocks. 330 acres in grass, 250 sheep and 70 cattle. bbox=[835, 920, 1093, 953]
lease-text: FOR SALE or LEASE, block of Cheap Sheep Country: 807 acres, situated in Weber district, Southern Hawke's Bay. Easy undulating hills, well fenced and watered. PRICE £2/10/-. Apply MANAWATU LAND AGENCY, Rangitikei St., Palmerston North. bbox=[835, 1100, 1093, 1125]
trade-category-heading: COMPLETE HOME FURNISHERS. bbox=[22, 203, 132, 211]
sale-lot: Chestnut colt by Hunting Song—Garbo, by Pearl Tour, passed 200 bbox=[305, 453, 420, 470]
motor-repairs-heading: MOTOR REPAIRS, TIRES, AND ACCESSORIES. bbox=[704, 752, 821, 772]
column-trade-index: TRADE AND SERVICE INDEX AUCTIONEERS AND FURNISHERS. McKENNA'S (The New Zealand Christie's), 18-24 Molesworth St. Auctioneers, Land Agents, Valuers. 44-381. BICYCLES AND REPAIRS. COUCHMAN'S, next Ford Cars, 97 Courtenay Place, for Expert Service. Phone 50-237. BUTCHERS. BARBER & CO., 187 Lambton Quay, N.Z.'s Oldest Butchers. Phone 40-180. SYMONDS, LTD., Big Shop, corner Blair St. and Courtenay Place. CANE AND SEAGRASS SUPPLIERS. KUNG WAH CHEONG, 126 Tory Street. Tel. 52-182. Lowest competitive prices. COMPLETE HOME FURNISHERS. HALSE, Home Furnishers, 120 Cuba St. Easy payments without additions. Estimates posted. ELECTRO-PLATERS. THE Sterling Electro-plating Co., 26 Marion Street. Phone 52-785. WHITELAW BROS., 3 Herbert St. Phone 52-563. LAWN MOWER REPAIRS. J. RIDDELL & CO., LTD., Edward St. Phone 54-609. Saw sharpening. LOCKSMITHS. OSBORNE & CO., 58 Willis Street, opp. Duthie's. Phone 40-363. PAINTERS, DECORATORS, SIGNS. T. A. WELLS, LTD., 10-12 Vivian Street. Phone 50-303. PLATINUM, GOLD OR JEWELLERY. MUNRO & STEWART, 56 Willis Street (upstairs). Cash Buyers. RADIO REPAIRS. MEGAN'S Radio Service for all Radio Repairs. Phone 45-863, Hayden's Bldg., Bond St. SADDLERY AND LEATHER GOODS MANUFACTURERS. H. SAVAGE, 86 Lambton Quay. All general repairs. WIREWORKERS. FOGLIA & COPP, 82 Vivian Street. Phone 52-024. WIRE PRODUCTS. N.Z. FENCE & GATE WORKS, "Hurricane" Wire Products, 65 Jackson St., Petone. Phone 63-696. DETENTION FOR THEFT ————— Message Over Telephone ————— MAGISTRATE'S COURT "Accused is well known to us as an active criminal," said Detective-Sergeant W. T. Hall, referring in the Wellington Magistrate's Court yesterday to Harold Dewar Stevenson, 48, mechanic, who had admitted attempting to steal six pairs of shoes valued at £2/16/- from Lindsay's Ltd., and the theft of pairs of gloves and other garments valued at £30 from Vance-Vivian Ltd. On the first charge accused was convicted by Mr. E. Miller, S.M., and ordered to come up for sentence if called upon within two years; on the second he was convicted and ordered to be detained for reformative detention for a period not exceeding two years. Detective-Sergeant Hall said that a telephone message purporting to come from Dr. Clay was received by Vance-Vivian Ltd. asking that four suits and other garments be sent to Dr. Clay's surgery within ten minutes. It was represented that the garments were for hospital patients. The clothing was dispatched by a messenger, and outside Dr. Clay's surgery the messenger was met by accused, who represented that he was Dr. Clay's chauffeur. He gained possession of the clothing, which had not been recovered. Accused had also telephoned Lindsay's Ltd. and represented that Dr. Martin was speaking. He stated that he wanted six pairs of shoes to be sent to the hospital for him for patients. The firm was unable to send them to the hospital, but sent a messenger with them to Dr. Martin's surgery in Willis Street. Accused approached the messenger, but the latter would not give him the goods. The accused was later captured by a police constable and arrested in a city hotel. Accused said any leniency extended to him would not be misplaced. It was his intention to make restitution to the best of his ability. The magistrate said accused had been before the courts in 1926, 1928, 1929, and 1931. Accused: It was only a minor charge in 1931. Imprisonment for Assault. Six months' imprisonment was the penalty imposed on Harold Boggs, 31, seaman, on a charge of assaulting Mrs. Kathleen Reid. On a further charge of assaulting Bertie Reid he was sentenced to one month's imprisonment, the terms to be concurrent. Evidence was given that Mrs. Reid had been knocked down by Boggs and kicked about the body and head. She was removed to hospital, and still carried the mark of a severe gash on her head. Reid was walking near the scene of the assault when one of the parties called out to him. He stepped occasionally and then went to him, where he was kicked from behind by Boggs. He knew neither of the parties. The magistrate said Boggs was fortunate he was not facing a more serious charge with a greater punishment than it was his power to give. Other Cases. The use of obscene language in Manners Street was admitted by William John Dyack, 46, machinist. To a charge of striking Alfred Walker accused returned a plea of not guilty. He was convicted and fined £3 and costs on each charge, in default 14 days' imprisonment. Charges of unlawfully carrying on the business of gold coin dealers contrary to the Board of Trade regulations were denied by James Coutley, Spiro Renders, and David Bachman. Mr. Hoyle Boys appeared for Coutley, Mr. W. E. Leicester for Renders, and Mr. W. Hickey for Bachman. A hearing of the charges was on by March 27, when evidence will be taken and the magistrate reserved his decision. bbox=[18, 52, 167, 1427]
sale-lot: Chestnut filly by Lord Warden—Clair, by Clarendon, D. W. Westmore, Christchurch 200 bbox=[305, 328, 420, 352]
sale-lot: Bay gelding by Hunting Song—Comedienne, by Jocelator, passed 200 bbox=[174, 351, 293, 367]
sale-lot: Brown colt by Hoist—Lady Moss, by Peter Moore, passed 375 bbox=[174, 636, 293, 652]
sale-lots-list-continued bbox=[305, 52, 420, 990]
johnsonville-sale: JOHNSONVILLE STORE AND DAIRY STOCK SALE. MONDAY, JANUARY 28, AT 1 P.M. 200 4 and 5-year-old ewes, 250 w.f. lambs, 300 b.f. lambs, 50 head cattle. FURTHER ENTRIES INVITED. WRIGHT, STEPHENSON & CO., LTD. bbox=[703, 69, 822, 119]
story-paragraph: Evidence was given that Mrs. Reid had been knocked down by Boggs and kicked about the body and head. She was removed to hospital, and still carried the mark of a severe gash on her head. Reid was walking near the scene of the assault when one of the parties called out to him. He stepped occasionally and then went to him, where he was kicked from behind by Boggs. He knew neither of the parties. bbox=[22, 999, 162, 1074]
used-car-listing: OAKLAND Whippet, 5-seater Tourer, 1928. Good order. Inspection arranged. "Dominion." bbox=[703, 527, 822, 552]
winstone-name: WINSTONE LIMITED bbox=[588, 357, 670, 367]
cruise-dates: Leave Wellington January 28, returning February 1. bbox=[887, 547, 1041, 555]
union-sub: OF NEW ZEALAND LTD. bbox=[887, 662, 1041, 677]
sale-sub-colt: Limond—Veil Colt bbox=[197, 79, 270, 89]
sale-lot: Chestnut colt by Posterity—Greenwich, by Thurnham, A. Wyles, Greymouth 130 bbox=[305, 583, 420, 599]
tennis-title: INTER-CLUB TENNIS bbox=[577, 812, 681, 823]
sale-lot: Bay colt by Captain Bunsby—Rapide, by Polymelus, J. T. Jamieson 250 bbox=[305, 135, 420, 152]
trade-category-entry: FOGLIA & COPP, 82 Vivian Street. Phone 52-024. bbox=[22, 454, 162, 471]
sale-lot: On account of Mrs. G. W. Cameron:—Chestnut colt by Night Raid—Philosophy, by Absurd, W. E. Chanter, Hamilton 125 bbox=[174, 757, 293, 782]
sale-lot: Bay colt by Chief Ruler—Seaharp, by Hunting Song, A. Spain, Sydney 230 bbox=[305, 499, 420, 516]
loasby-ad bbox=[567, 522, 691, 589]
loasby-text: W. H. LOASBY & CO., LTD. Agents for DONNACONA INSULATING WALLBOARD, BONAFOUR BITUMINOUS PAINTS. Supreme for roofs and iron work. ECLIPSE BOARD. The cheapest Wallboard in Wellington. Tel. 52-137. 21 AND 23 GHUZNEE STREET. bbox=[571, 526, 687, 584]
sale-lot: Bay filly by Limond—Dramatic, by Absurd, W. H. Gilbert, Dannevirke 250 bbox=[305, 537, 420, 553]
swimming-byline: (By Triton.) bbox=[477, 146, 510, 154]
titan-ad bbox=[567, 418, 691, 473]
trade-category-heading: PLATINUM, GOLD OR JEWELLERY. bbox=[22, 353, 140, 361]
swimming-subheading: Junior Diving Championships. bbox=[447, 528, 540, 537]
cruise-illustration bbox=[833, 138, 1095, 438]
sale-lot: On account of Messrs. G. and E. McLeod, Waverley:—Bay colt by Night Raid—Seibu, by Nassau, A. Anderson, Rosebud 150 bbox=[305, 629, 420, 662]
cricket-sub2: HOME TEAM CHOSEN bbox=[585, 681, 673, 691]
swimming-paragraph: The Petone Amateur Swimming Club has been granted permission to hold its carnival at the McKenzie Baths, Petone, on Saturday afternoon. Entries for the various events are now being received, and a good programme is assured. bbox=[432, 746, 555, 796]
farms-heading: FARMS: WONDERFUL CHANCES TO BUY CHEAP. bbox=[869, 834, 1059, 844]
tenders-text: PUBLIC WORKS DEPT.—STORES. TENDERS, closing 4 p.m. on 5.2.35, and returnable to the Secretary, Public Works Tenders Board, Wellington, are invited for the supply of:— No. 502—Stranded Copper Cable. Quotation forms may be obtained from Public Works Offices, Auckland, Christchurch, and Dunedin, and the Stores Manager's Office, Wellington. bbox=[567, 265, 691, 340]
trade-category-entry: BARBER & CO., 187 Lambton Quay, N.Z.'s Oldest Butchers. Phone 40-180. SYMONDS, LTD., Big Shop, corner Blair St. and Courtenay Place. bbox=[22, 147, 162, 172]
leasehold-text: A 55-cow capacity dairy farm for a rental of about £2 per week. Well watered, no flooding. 8 paddocks. School and factory 1 mile. Palmerston North 6 miles. OSCAR MONRAD & SON, Rangitikei Street, Palmerston North. bbox=[835, 1066, 1093, 1091]
cricket-sub1: Match With England bbox=[592, 657, 666, 667]
sale-lot: Bay colt by Night Raid—Chortle, by Diadumenos, E. H. Trott, Wellington 500 bbox=[174, 784, 293, 801]
swimming-body bbox=[432, 157, 555, 949]
sale-lot: On account of Mr. J. S. Higgs, Rich:—Black colt by Philosopher—Cheloid, by Cheronean, passed 200 bbox=[305, 872, 420, 897]
cruise-fare-cabin: From £4 Cabin Class bbox=[923, 568, 1005, 579]
swimming-subheading: Petone's Carnival. bbox=[466, 735, 521, 744]
winstone-ad bbox=[567, 345, 691, 413]
cruise-title-1: MARLBOROUGH bbox=[834, 55, 1094, 88]
sale-lot: On account of Mr. F. Gordon, Hastings:—Bay colt by Bay Hornet—Miss Shaw, by Hunting Song, J. Chisholm 340 bbox=[174, 711, 293, 736]
court-heading: MAGISTRATE'S COURT bbox=[46, 572, 138, 582]
swimming-paragraph: The beach day at Lyall Bay last weekend was a great success, and the life-saving display by members of the clubs was particularly fine. The surf was running strongly and conditions were ideal for the display of rescue work. bbox=[432, 862, 555, 912]
sale-paragraph: Full details of the sale are as follows:— bbox=[180, 286, 285, 294]
sale-lot: Brown filly by Night Raid—Whitby's Blossom, by Whitby, not offered bbox=[174, 738, 293, 755]
story-paragraph: The magistrate said accused had been before the courts in 1926, 1928, 1929, and 1931. bbox=[22, 903, 162, 920]
swimming-paragraph: The Worser Bay club is to be heartily congratulated on the sporting sacrifice made in giving up its own fixture. bbox=[432, 414, 555, 439]
tenders-heading: TENDERS. bbox=[609, 253, 649, 263]
sale-lot: On account of Mr. G. P. Moore, Rakaia:—Bay colt by Night Raid—Polyanne, by Polymelus, passed 350 bbox=[305, 927, 420, 951]
rural-sale-heading: RURAL LAND FOR SALE. bbox=[915, 739, 1013, 749]
story-paragraph: The magistrate said Boggs was fortunate he was not facing a more serious charge with a greater punishment than it was his power to give. bbox=[22, 1077, 162, 1102]
sale-lot: On account of Messrs. W. and L. Wyllie:—Bay filly by Chief Ruler—Bright Eyes, by Hunting Song, R. Jones 425 bbox=[305, 899, 420, 924]
sale-lot: On account of Mr. F. Goodison, Rangiora:—Chestnut colt by Hunting Song—Gracious, by Quantin, passed 200 bbox=[305, 426, 420, 451]
sale-lot: Chestnut colt by Night Raid—Peruvian Queen, by Sir Lud, R. C. Shawcross 120 bbox=[305, 954, 420, 970]
trade-category-entry: T. A. WELLS, LTD., 10-12 Vivian Street. Phone 50-303. bbox=[22, 333, 162, 349]
story-body-other bbox=[22, 1118, 162, 1246]
auctions-heading: AUCTIONS. bbox=[567, 56, 691, 67]
trade-category-heading: PAINTERS, DECORATORS, SIGNS. bbox=[22, 324, 133, 332]
titan-title: "TITAN BEST" COPPER BEARING GALVANISED CORRUGATED IRON. bbox=[583, 421, 675, 451]
sale-lot: Bay colt by Chief Ruler—Blighted, by Sputch, M. Millar 170 bbox=[305, 70, 420, 87]
cruise-tagline-2: for Romantic Scenery bbox=[868, 468, 1060, 528]
tender-sale-text: SALE OF SHEEP FARM, PLANT AND STOCK. TENDERS are invited for the purchase of a Sheep Farm and Plant at Weber, near Dannevirke, by the Trustees in a deceased estate. Tenders close at 5 p.m. on the 6th day of February, 1935, and are to be marked "Tender Weber." The farm comprises approximately 2000 acres of good sheep country and is well subdivided. Full particulars on application. The highest or any tender not necessarily accepted. bbox=[703, 313, 822, 405]
titan-agents: Agents: JOHN DUTHIE AND CO., LTD., WILLIS STREET, WELLINGTON. bbox=[572, 451, 686, 468]
trade-category-heading: WIREWORKERS. bbox=[22, 446, 79, 454]
auctions-heading-2: AUCTIONS. bbox=[703, 56, 822, 67]
